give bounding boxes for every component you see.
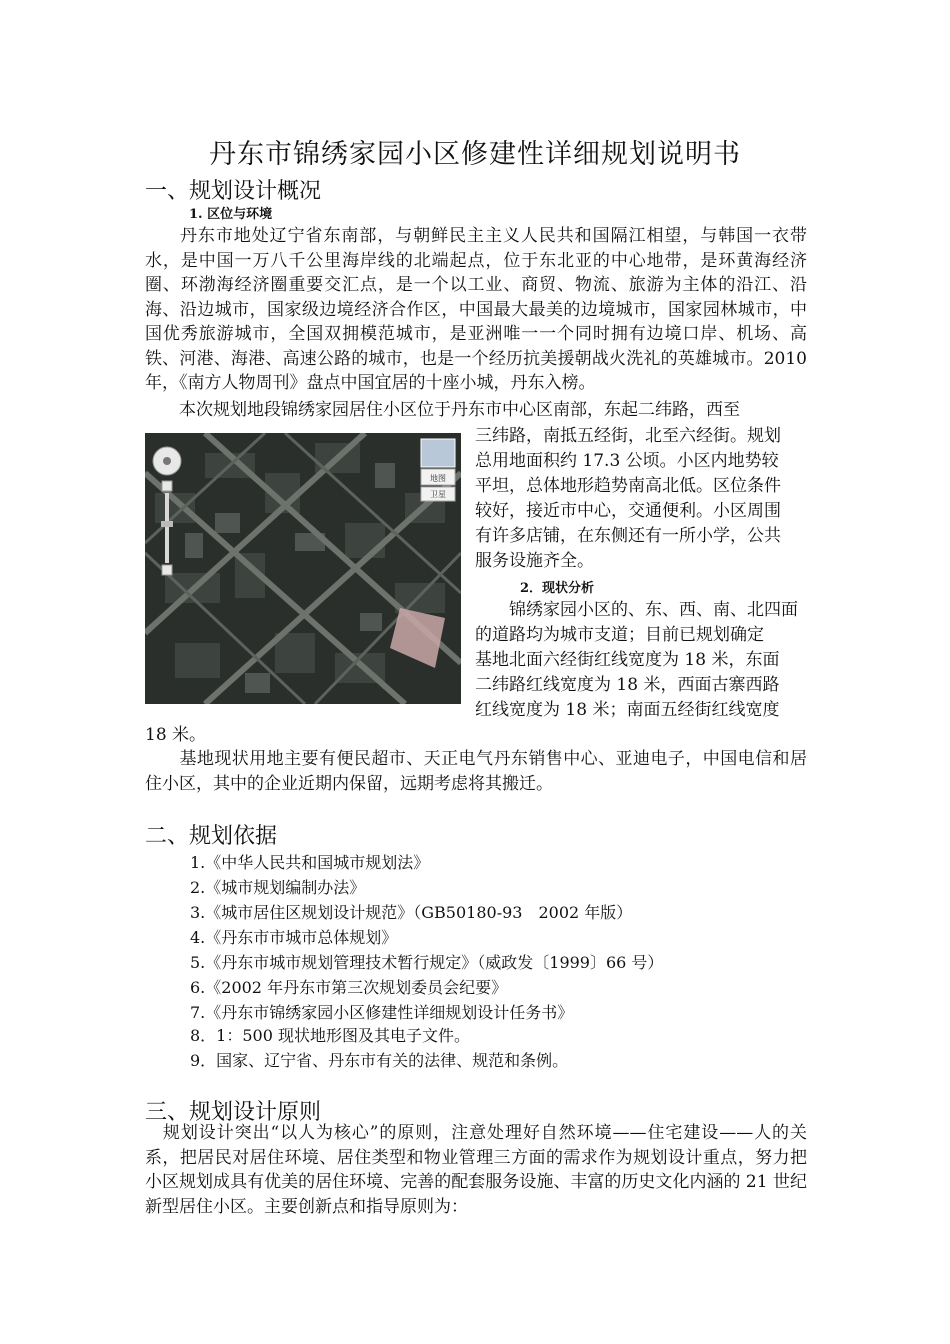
section-heading-1: 一、规划设计概况 bbox=[145, 179, 322, 204]
map-button-map[interactable]: 地图 bbox=[430, 474, 446, 483]
paragraph-principles-text: 规划设计突出“以人为核心”的原则，注意处理好自然环境——住宅建设——人的关系，把居民对居住环境、居住类型和物业管理三方面的需求作为规划设计重点，努力把小区规划成具有优美的居住环境、完善的配套服务设施、丰富的历史文化内涵的 21 世纪新型居住小区。主要创新点和指导原则为： bbox=[145, 1123, 807, 1217]
analysis-text-line: 基地北面六经街红线宽度为 18 米，东面 bbox=[475, 650, 780, 670]
site-text-line: 总用地面积约 17.3 公顷。小区内地势较 bbox=[475, 451, 779, 471]
paragraph-current-use bbox=[145, 747, 807, 796]
section-heading-2: 二、规划依据 bbox=[145, 824, 278, 849]
basis-list-item: 2.《城市规划编制办法》 bbox=[190, 878, 366, 897]
basis-list-item: 9．国家、辽宁省、丹东市有关的法律、规范和条例。 bbox=[190, 1051, 569, 1070]
paragraph-principles bbox=[145, 1121, 807, 1219]
basis-list-item: 4.《丹东市市城市总体规划》 bbox=[190, 928, 398, 947]
site-text-line: 较好，接近市中心，交通便利。小区周围 bbox=[475, 501, 781, 521]
paragraph-location-text: 丹东市地处辽宁省东南部，与朝鲜民主主义人民共和国隔江相望，与韩国一衣带水，是中国一万八千公里海岸线的北端起点，位于东北亚的中心地带，是环黄海经济圈、环渤海经济圈重要交汇点，是一个以工业、商贸、物流、旅游为主体的沿江、沿海、沿边城市，国家级边境经济合作区，中国最大最美的边境城市，国家园林城市，中国优秀旅游城市，全国双拥模范城市，是亚洲唯一一个同时拥有边境口岸、机场、高铁、河港、海港、高速公路的城市，也是一个经历抗美援朝战火洗礼的英雄城市。2010 年，《南方人物周刊》盘点中国宜居的十座小城，丹东入榜。 bbox=[145, 226, 807, 393]
section-heading-3: 三、规划设计原则 bbox=[145, 1100, 322, 1125]
basis-list-item: 3.《城市居住区规划设计规范》（GB50180-93 2002 年版） bbox=[190, 903, 633, 922]
basis-list-item: 6.《2002 年丹东市第三次规划委员会纪要》 bbox=[190, 978, 508, 997]
map-button-satellite[interactable]: 卫星 bbox=[430, 490, 446, 499]
site-text-line: 服务设施齐全。 bbox=[475, 551, 594, 571]
paragraph-current-use-text: 基地现状用地主要有便民超市、天正电气丹东销售中心、亚迪电子，中国电信和居住小区，其中的企业近期内保留，远期考虑将其搬迁。 bbox=[145, 749, 807, 794]
site-text-line: 三纬路，南抵五经街，北至六经街。规划 bbox=[475, 426, 781, 446]
analysis-text-line: 红线宽度为 18 米；南面五经街红线宽度 bbox=[475, 700, 780, 720]
site-text-line: 平坦，总体地形趋势南高北低。区位条件 bbox=[475, 476, 781, 496]
satellite-map-graphic bbox=[145, 433, 461, 704]
basis-list-item: 5.《丹东市城市规划管理技术暂行规定》（威政发〔1999〕66 号） bbox=[190, 953, 664, 972]
basis-list-item: 7.《丹东市锦绣家园小区修建性详细规划设计任务书》 bbox=[190, 1003, 574, 1022]
analysis-text-line: 锦绣家园小区的、东、西、南、北四面 bbox=[509, 600, 798, 620]
subheading-location: 1. 区位与环境 bbox=[189, 207, 273, 222]
basis-list-item: 1.《中华人民共和国城市规划法》 bbox=[190, 853, 430, 872]
analysis-text-line: 的道路均为城市支道；目前已规划确定 bbox=[475, 625, 764, 645]
analysis-text-line: 18 米。 bbox=[145, 725, 207, 745]
site-text-line: 本次规划地段锦绣家园居住小区位于丹东市中心区南部，东起二纬路，西至 bbox=[179, 400, 740, 420]
document-title: 丹东市锦绣家园小区修建性详细规划说明书 bbox=[209, 139, 741, 170]
subheading-current-analysis: 2．现状分析 bbox=[520, 581, 595, 596]
analysis-text-line: 二纬路红线宽度为 18 米，西面古寨西路 bbox=[475, 675, 780, 695]
site-text-line: 有许多店铺，在东侧还有一所小学，公共 bbox=[475, 526, 781, 546]
basis-list-item: 8．1：500 现状地形图及其电子文件。 bbox=[190, 1026, 470, 1045]
paragraph-location bbox=[145, 224, 807, 396]
satellite-map-image bbox=[145, 433, 461, 704]
